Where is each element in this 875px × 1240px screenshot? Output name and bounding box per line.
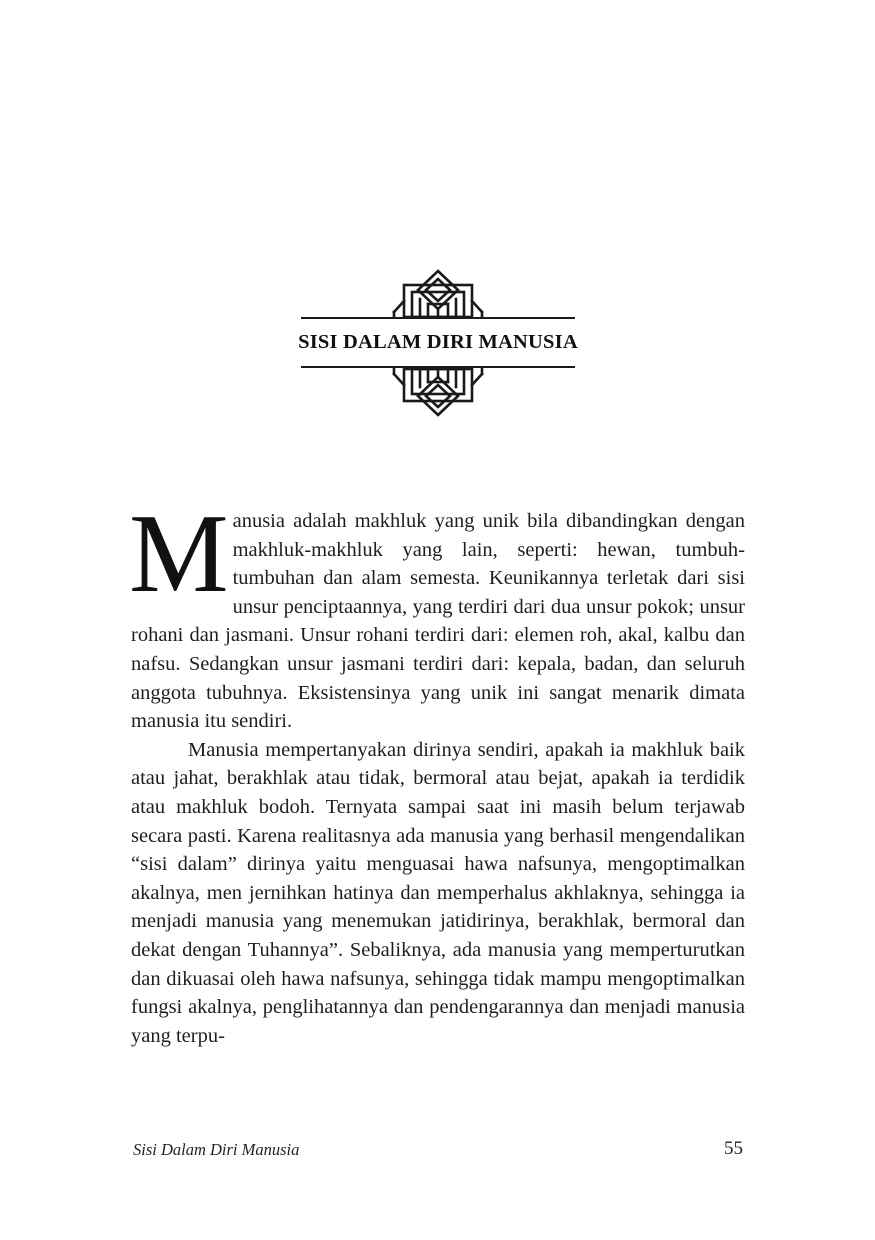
- running-footer-title: Sisi Dalam Diri Manusia: [133, 1140, 300, 1159]
- paragraph: Manusia mempertanyakan dirinya sendiri, apakah ia makhluk baik atau jahat, berakhlak atau tidak, bermoral atau bejat, apakah ia terdidik atau makhluk bodoh. Ternyata sampai saat ini masih belum terjawab secara pasti. Karena realitasnya ada manusia yang berhasil mengendalikan “sisi dalam” dirinya yaitu menguasai hawa nafsunya, mengoptimalkan akalnya, men jernihkan hatinya dan memperhalus akhlaknya, sehingga ia menjadi manusia yang menemukan jatidirinya, berakhlak, bermoral dan dekat dengan Tuhannya”. Sebaliknya, ada manusia yang memperturutkan dan dikuasai oleh hawa nafsunya, sehingga tidak mampu mengoptimalkan fungsi akalnya, penglihatannya dan pendengarannya dan menjadi manusia yang terpu-: [131, 738, 745, 1047]
- chapter-title: SISI DALAM DIRI MANUSIA: [298, 331, 578, 353]
- chapter-body: [129, 492, 745, 1050]
- page-number: 55: [724, 1138, 743, 1159]
- drop-cap: M: [129, 492, 229, 616]
- paragraph-text: anusia adalah makhluk yang unik bila dibandingkan dengan makhluk-makhluk yang lain, seperti: hewan, tumbuh-tumbuhan dan alam semesta. Keunikannya terletak dari sisi unsur penciptaannya, yang terdiri dari dua unsur pokok; unsur rohani dan jasmani. Unsur rohani terdiri dari: elemen roh, akal, kalbu dan nafsu. Sedangkan unsur jasmani terdiri dari: kepala, badan, dan seluruh anggota tubuhnya. Eksistensinya yang unik ini sangat menarik dimata manusia itu sendiri.: [131, 510, 745, 733]
- paragraph: [129, 492, 745, 736]
